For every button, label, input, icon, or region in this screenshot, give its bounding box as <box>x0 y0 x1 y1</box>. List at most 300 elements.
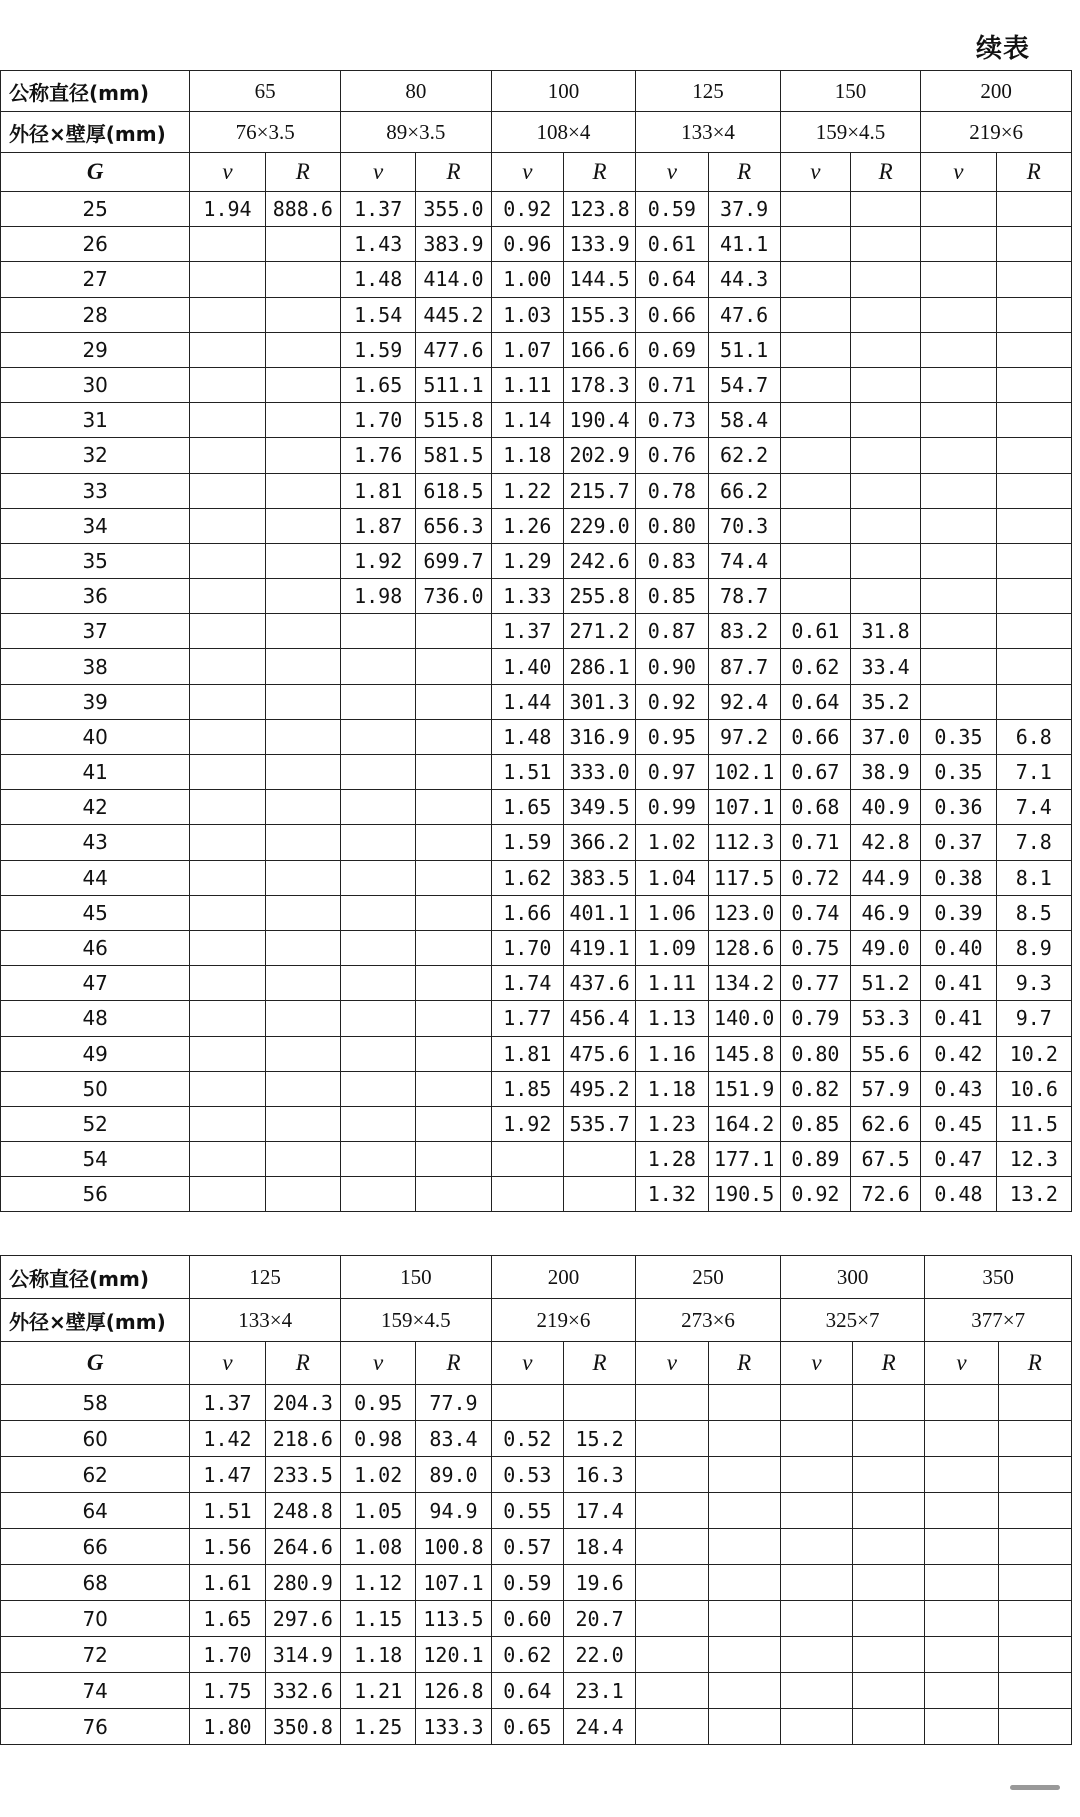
resistance-cell <box>416 825 491 860</box>
resistance-cell: 54.7 <box>708 367 780 402</box>
velocity-cell: 0.61 <box>636 227 708 262</box>
resistance-cell <box>851 262 921 297</box>
resistance-cell <box>416 1036 491 1071</box>
resistance-cell <box>996 614 1071 649</box>
resistance-cell: 151.9 <box>708 1071 780 1106</box>
resistance-cell: 58.4 <box>708 403 780 438</box>
velocity-cell <box>780 1529 852 1565</box>
resistance-cell <box>265 1142 340 1177</box>
resistance-cell <box>853 1457 925 1493</box>
velocity-cell: 1.70 <box>491 930 563 965</box>
velocity-cell <box>190 930 265 965</box>
resistance-cell: 699.7 <box>416 543 491 578</box>
velocity-cell: 0.68 <box>780 790 850 825</box>
resistance-cell: 437.6 <box>563 966 635 1001</box>
resistance-column-header: R <box>265 153 340 192</box>
resistance-cell: 94.9 <box>416 1493 491 1529</box>
flow-rate-cell: 45 <box>1 895 190 930</box>
resistance-cell: 8.5 <box>996 895 1071 930</box>
flow-rate-cell: 48 <box>1 1001 190 1036</box>
flow-rate-cell: 34 <box>1 508 190 543</box>
resistance-cell <box>708 1493 780 1529</box>
nominal-diameter-value: 200 <box>491 1256 636 1299</box>
resistance-cell: 112.3 <box>708 825 780 860</box>
velocity-cell <box>780 508 850 543</box>
resistance-cell <box>265 473 340 508</box>
velocity-cell: 0.89 <box>780 1142 850 1177</box>
table-row <box>1 262 1072 297</box>
velocity-column-header: v <box>491 1342 563 1385</box>
velocity-cell: 1.51 <box>190 1493 265 1529</box>
resistance-column-header: R <box>708 153 780 192</box>
velocity-cell: 0.66 <box>636 297 708 332</box>
resistance-cell: 477.6 <box>416 332 491 367</box>
resistance-cell: 31.8 <box>851 614 921 649</box>
resistance-cell: 42.8 <box>851 825 921 860</box>
resistance-cell <box>851 192 921 227</box>
table-row <box>1 790 1072 825</box>
resistance-cell <box>265 649 340 684</box>
resistance-cell <box>853 1385 925 1421</box>
flow-rate-cell: 42 <box>1 790 190 825</box>
flow-rate-cell: 44 <box>1 860 190 895</box>
resistance-cell: 164.2 <box>708 1106 780 1141</box>
outer-diameter-value: 133×4 <box>636 112 781 153</box>
resistance-cell <box>416 719 491 754</box>
velocity-cell: 0.59 <box>491 1565 563 1601</box>
velocity-cell <box>341 790 416 825</box>
resistance-cell <box>416 790 491 825</box>
velocity-column-header: v <box>780 1342 852 1385</box>
velocity-cell: 1.03 <box>491 297 563 332</box>
resistance-cell: 128.6 <box>708 930 780 965</box>
flow-rate-cell: 58 <box>1 1385 190 1421</box>
velocity-cell: 1.21 <box>341 1673 416 1709</box>
table-row <box>1 192 1072 227</box>
flow-rate-cell: 43 <box>1 825 190 860</box>
velocity-cell <box>190 332 265 367</box>
resistance-cell: 20.7 <box>563 1601 635 1637</box>
velocity-cell: 1.92 <box>341 543 416 578</box>
resistance-cell <box>265 262 340 297</box>
flow-rate-cell: 68 <box>1 1565 190 1601</box>
pipe-table-lower <box>0 1255 1072 1745</box>
resistance-column-header: R <box>563 1342 635 1385</box>
velocity-cell: 0.96 <box>491 227 563 262</box>
velocity-cell: 1.37 <box>491 614 563 649</box>
resistance-cell <box>851 473 921 508</box>
velocity-cell <box>636 1637 708 1673</box>
resistance-cell: 366.2 <box>563 825 635 860</box>
resistance-cell <box>265 297 340 332</box>
velocity-cell: 0.38 <box>921 860 996 895</box>
resistance-cell <box>265 966 340 1001</box>
pipe-table-upper <box>0 70 1072 1212</box>
velocity-cell: 1.15 <box>341 1601 416 1637</box>
velocity-cell: 1.12 <box>341 1565 416 1601</box>
velocity-cell: 1.75 <box>190 1673 265 1709</box>
velocity-column-header: v <box>636 153 708 192</box>
resistance-column-header: R <box>416 1342 491 1385</box>
velocity-cell <box>921 262 996 297</box>
velocity-cell <box>190 262 265 297</box>
resistance-cell <box>265 1036 340 1071</box>
velocity-cell: 0.41 <box>921 1001 996 1036</box>
resistance-cell: 72.6 <box>851 1177 921 1212</box>
header-row-symbols <box>1 153 1072 192</box>
velocity-cell: 1.04 <box>636 860 708 895</box>
velocity-cell: 0.77 <box>780 966 850 1001</box>
velocity-cell: 0.98 <box>341 1421 416 1457</box>
velocity-cell: 1.61 <box>190 1565 265 1601</box>
flow-rate-cell: 64 <box>1 1493 190 1529</box>
resistance-cell <box>851 508 921 543</box>
velocity-cell: 0.41 <box>921 966 996 1001</box>
resistance-column-header: R <box>416 153 491 192</box>
velocity-cell: 1.98 <box>341 579 416 614</box>
resistance-cell: 316.9 <box>563 719 635 754</box>
velocity-cell: 0.97 <box>636 755 708 790</box>
velocity-cell: 1.65 <box>491 790 563 825</box>
flow-rate-cell: 49 <box>1 1036 190 1071</box>
velocity-cell <box>491 1177 563 1212</box>
resistance-cell <box>851 332 921 367</box>
resistance-cell: 70.3 <box>708 508 780 543</box>
resistance-cell: 401.1 <box>563 895 635 930</box>
flow-rate-cell: 39 <box>1 684 190 719</box>
resistance-cell: 511.1 <box>416 367 491 402</box>
table-row <box>1 719 1072 754</box>
velocity-cell <box>780 1421 852 1457</box>
velocity-cell <box>190 860 265 895</box>
velocity-cell <box>925 1565 998 1601</box>
resistance-cell: 17.4 <box>563 1493 635 1529</box>
flow-rate-cell: 70 <box>1 1601 190 1637</box>
table-row <box>1 332 1072 367</box>
flow-rate-cell: 56 <box>1 1177 190 1212</box>
resistance-cell: 22.0 <box>563 1637 635 1673</box>
resistance-cell <box>853 1565 925 1601</box>
resistance-cell <box>998 1457 1071 1493</box>
table-row <box>1 1036 1072 1071</box>
resistance-cell <box>853 1529 925 1565</box>
resistance-cell: 332.6 <box>265 1673 340 1709</box>
velocity-cell: 1.81 <box>341 473 416 508</box>
velocity-cell <box>636 1565 708 1601</box>
velocity-cell <box>925 1421 998 1457</box>
resistance-cell <box>265 1106 340 1141</box>
resistance-cell: 16.3 <box>563 1457 635 1493</box>
resistance-cell: 117.5 <box>708 860 780 895</box>
outer-diameter-value: 159×4.5 <box>341 1299 492 1342</box>
velocity-cell <box>341 1142 416 1177</box>
resistance-cell: 46.9 <box>851 895 921 930</box>
velocity-cell: 1.37 <box>190 1385 265 1421</box>
velocity-cell: 1.26 <box>491 508 563 543</box>
resistance-cell: 89.0 <box>416 1457 491 1493</box>
velocity-cell <box>921 438 996 473</box>
velocity-cell: 0.55 <box>491 1493 563 1529</box>
velocity-cell <box>190 579 265 614</box>
resistance-cell: 11.5 <box>996 1106 1071 1141</box>
velocity-cell: 1.18 <box>636 1071 708 1106</box>
table-row <box>1 825 1072 860</box>
flow-rate-cell: 29 <box>1 332 190 367</box>
resistance-cell: 215.7 <box>563 473 635 508</box>
velocity-cell <box>921 508 996 543</box>
resistance-cell: 190.4 <box>563 403 635 438</box>
resistance-cell: 134.2 <box>708 966 780 1001</box>
velocity-cell <box>780 262 850 297</box>
resistance-cell: 229.0 <box>563 508 635 543</box>
velocity-cell: 0.64 <box>491 1673 563 1709</box>
resistance-cell: 18.4 <box>563 1529 635 1565</box>
velocity-cell <box>190 438 265 473</box>
velocity-cell <box>190 790 265 825</box>
velocity-cell: 1.16 <box>636 1036 708 1071</box>
resistance-column-header: R <box>563 153 635 192</box>
velocity-cell: 0.73 <box>636 403 708 438</box>
table-row <box>1 1142 1072 1177</box>
resistance-cell <box>265 543 340 578</box>
velocity-cell: 0.80 <box>636 508 708 543</box>
resistance-cell <box>708 1601 780 1637</box>
table-row <box>1 1529 1072 1565</box>
velocity-cell <box>341 719 416 754</box>
velocity-cell: 0.72 <box>780 860 850 895</box>
resistance-cell <box>996 227 1071 262</box>
velocity-cell <box>780 543 850 578</box>
resistance-cell: 10.6 <box>996 1071 1071 1106</box>
velocity-cell: 0.62 <box>491 1637 563 1673</box>
resistance-cell: 83.4 <box>416 1421 491 1457</box>
flow-rate-cell: 28 <box>1 297 190 332</box>
resistance-cell <box>708 1673 780 1709</box>
resistance-cell: 495.2 <box>563 1071 635 1106</box>
flow-rate-cell: 46 <box>1 930 190 965</box>
velocity-column-header: v <box>636 1342 708 1385</box>
velocity-cell: 0.90 <box>636 649 708 684</box>
velocity-cell: 1.02 <box>636 825 708 860</box>
velocity-cell <box>190 1177 265 1212</box>
resistance-cell: 40.9 <box>851 790 921 825</box>
velocity-cell: 1.48 <box>491 719 563 754</box>
velocity-cell <box>190 684 265 719</box>
resistance-cell: 7.4 <box>996 790 1071 825</box>
outer-diameter-label: 外径×壁厚(mm) <box>1 1299 190 1342</box>
resistance-cell: 264.6 <box>265 1529 340 1565</box>
resistance-cell: 38.9 <box>851 755 921 790</box>
resistance-cell: 581.5 <box>416 438 491 473</box>
table-row <box>1 543 1072 578</box>
velocity-cell: 1.08 <box>341 1529 416 1565</box>
velocity-cell <box>636 1529 708 1565</box>
velocity-cell: 0.61 <box>780 614 850 649</box>
velocity-cell: 0.78 <box>636 473 708 508</box>
velocity-cell: 0.57 <box>491 1529 563 1565</box>
velocity-cell: 1.56 <box>190 1529 265 1565</box>
velocity-cell: 1.33 <box>491 579 563 614</box>
table-row <box>1 403 1072 438</box>
resistance-cell <box>851 403 921 438</box>
velocity-cell: 0.95 <box>341 1385 416 1421</box>
flow-rate-cell: 36 <box>1 579 190 614</box>
resistance-cell <box>998 1709 1071 1745</box>
table-row <box>1 1709 1072 1745</box>
velocity-cell: 0.53 <box>491 1457 563 1493</box>
resistance-cell: 9.7 <box>996 1001 1071 1036</box>
velocity-cell: 0.95 <box>636 719 708 754</box>
velocity-cell: 1.42 <box>190 1421 265 1457</box>
velocity-cell <box>780 1493 852 1529</box>
resistance-cell <box>563 1385 635 1421</box>
velocity-cell <box>341 930 416 965</box>
resistance-cell <box>853 1637 925 1673</box>
resistance-cell: 8.9 <box>996 930 1071 965</box>
resistance-cell: 35.2 <box>851 684 921 719</box>
outer-diameter-value: 159×4.5 <box>780 112 920 153</box>
outer-diameter-value: 133×4 <box>190 1299 341 1342</box>
velocity-cell <box>341 684 416 719</box>
velocity-cell <box>780 1601 852 1637</box>
velocity-cell: 1.02 <box>341 1457 416 1493</box>
resistance-cell <box>996 508 1071 543</box>
nominal-diameter-value: 100 <box>491 71 636 112</box>
outer-diameter-value: 108×4 <box>491 112 636 153</box>
resistance-cell: 12.3 <box>996 1142 1071 1177</box>
velocity-cell: 0.74 <box>780 895 850 930</box>
resistance-cell: 736.0 <box>416 579 491 614</box>
resistance-cell: 475.6 <box>563 1036 635 1071</box>
velocity-cell: 1.40 <box>491 649 563 684</box>
resistance-cell <box>708 1385 780 1421</box>
g-column-header: G <box>1 153 190 192</box>
resistance-cell: 123.8 <box>563 192 635 227</box>
resistance-cell <box>996 543 1071 578</box>
flow-rate-cell: 54 <box>1 1142 190 1177</box>
resistance-cell <box>265 825 340 860</box>
velocity-cell: 1.87 <box>341 508 416 543</box>
resistance-cell <box>853 1709 925 1745</box>
resistance-cell <box>416 1106 491 1141</box>
resistance-cell: 55.6 <box>851 1036 921 1071</box>
velocity-cell <box>190 614 265 649</box>
resistance-cell <box>708 1529 780 1565</box>
resistance-cell <box>265 684 340 719</box>
resistance-cell: 49.0 <box>851 930 921 965</box>
resistance-cell: 102.1 <box>708 755 780 790</box>
resistance-cell <box>265 930 340 965</box>
nominal-diameter-value: 125 <box>190 1256 341 1299</box>
velocity-cell <box>190 755 265 790</box>
velocity-cell <box>341 755 416 790</box>
velocity-cell <box>341 825 416 860</box>
table-row <box>1 1177 1072 1212</box>
resistance-cell: 120.1 <box>416 1637 491 1673</box>
g-column-header: G <box>1 1342 190 1385</box>
flow-rate-cell: 72 <box>1 1637 190 1673</box>
resistance-cell <box>998 1637 1071 1673</box>
resistance-cell: 44.3 <box>708 262 780 297</box>
velocity-cell <box>921 473 996 508</box>
velocity-cell: 1.09 <box>636 930 708 965</box>
resistance-cell <box>416 614 491 649</box>
resistance-cell: 355.0 <box>416 192 491 227</box>
velocity-cell <box>925 1457 998 1493</box>
velocity-cell: 0.62 <box>780 649 850 684</box>
resistance-cell <box>998 1565 1071 1601</box>
velocity-cell: 1.07 <box>491 332 563 367</box>
velocity-cell <box>780 1673 852 1709</box>
resistance-cell: 145.8 <box>708 1036 780 1071</box>
flow-rate-cell: 31 <box>1 403 190 438</box>
nominal-diameter-value: 150 <box>341 1256 492 1299</box>
resistance-cell <box>416 860 491 895</box>
nominal-diameter-value: 125 <box>636 71 781 112</box>
flow-rate-cell: 35 <box>1 543 190 578</box>
resistance-cell <box>853 1673 925 1709</box>
resistance-cell: 280.9 <box>265 1565 340 1601</box>
velocity-column-header: v <box>190 1342 265 1385</box>
velocity-cell <box>190 1142 265 1177</box>
resistance-cell: 248.8 <box>265 1493 340 1529</box>
header-row-nominal-diameter <box>1 71 1072 112</box>
resistance-cell <box>996 579 1071 614</box>
velocity-cell: 1.05 <box>341 1493 416 1529</box>
resistance-cell: 133.9 <box>563 227 635 262</box>
velocity-cell: 0.92 <box>491 192 563 227</box>
velocity-cell <box>780 1637 852 1673</box>
velocity-cell <box>636 1601 708 1637</box>
flow-rate-cell: 41 <box>1 755 190 790</box>
velocity-cell <box>921 614 996 649</box>
table-row <box>1 684 1072 719</box>
velocity-cell: 0.99 <box>636 790 708 825</box>
resistance-cell: 202.9 <box>563 438 635 473</box>
velocity-cell: 1.85 <box>491 1071 563 1106</box>
nominal-diameter-value: 300 <box>780 1256 925 1299</box>
resistance-cell <box>996 438 1071 473</box>
nominal-diameter-label: 公称直径(mm) <box>1 71 190 112</box>
velocity-cell <box>190 1036 265 1071</box>
velocity-cell <box>921 332 996 367</box>
table-row <box>1 1071 1072 1106</box>
velocity-cell <box>925 1601 998 1637</box>
flow-rate-cell: 25 <box>1 192 190 227</box>
velocity-cell <box>341 895 416 930</box>
velocity-cell <box>921 297 996 332</box>
resistance-cell <box>998 1493 1071 1529</box>
velocity-cell: 1.00 <box>491 262 563 297</box>
velocity-cell <box>190 1106 265 1141</box>
velocity-cell: 0.69 <box>636 332 708 367</box>
velocity-cell <box>341 1071 416 1106</box>
flow-rate-cell: 62 <box>1 1457 190 1493</box>
velocity-cell: 0.64 <box>780 684 850 719</box>
velocity-cell: 1.43 <box>341 227 416 262</box>
resistance-cell <box>853 1421 925 1457</box>
velocity-cell: 1.44 <box>491 684 563 719</box>
resistance-cell: 37.9 <box>708 192 780 227</box>
velocity-cell <box>925 1673 998 1709</box>
resistance-cell <box>416 930 491 965</box>
resistance-cell <box>996 192 1071 227</box>
velocity-cell <box>780 1457 852 1493</box>
resistance-cell: 83.2 <box>708 614 780 649</box>
resistance-cell: 23.1 <box>563 1673 635 1709</box>
velocity-cell: 0.85 <box>780 1106 850 1141</box>
resistance-cell: 51.2 <box>851 966 921 1001</box>
